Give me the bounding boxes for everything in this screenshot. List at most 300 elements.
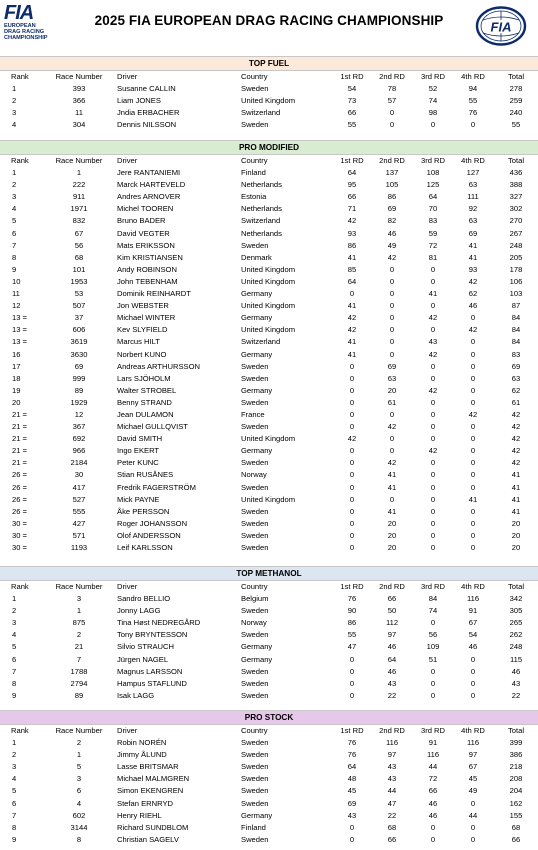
cell-rd1: 41: [347, 301, 357, 311]
cell-rd3: 0: [430, 373, 436, 383]
cell-race-number: 1193: [70, 543, 88, 552]
logo-subtitle-3: CHAMPIONSHIP: [4, 35, 48, 41]
cell-country: Germany: [241, 349, 273, 359]
page-title: 2025 FIA EUROPEAN DRAG RACING CHAMPIONSHIP: [94, 13, 444, 28]
cell-driver: Leif KARLSSON: [117, 543, 173, 552]
cell-rank: 2: [12, 96, 17, 106]
column-header-total: Total: [507, 156, 525, 165]
cell-rd2: 69: [387, 361, 397, 371]
cell-rd2: 20: [387, 518, 397, 528]
cell-rd3: 42: [428, 349, 438, 359]
cell-total: 155: [509, 810, 523, 820]
cell-total: 240: [509, 108, 523, 118]
cell-rd4: 0: [470, 666, 476, 676]
cell-driver: Mats ERIKSSON: [117, 240, 175, 250]
cell-race-number: 89: [74, 690, 84, 700]
cell-rd3: 0: [430, 666, 436, 676]
table-row: [0, 300, 538, 312]
cell-rd3: 44: [428, 762, 438, 772]
cell-country: Germany: [241, 289, 273, 299]
column-header-total: Total: [507, 72, 525, 81]
table-row: [0, 228, 538, 240]
table-row: [0, 83, 538, 95]
cell-rd4: 44: [468, 810, 478, 820]
cell-rd4: 0: [470, 678, 476, 688]
cell-rd2: 66: [387, 594, 397, 604]
cell-country: Sweden: [241, 518, 269, 528]
cell-rd2: 57: [387, 96, 397, 106]
cell-rd2: 42: [387, 458, 397, 468]
cell-rd2: 46: [387, 666, 397, 676]
table-row: [0, 240, 538, 252]
cell-rd3: 52: [428, 84, 438, 94]
cell-driver: Kev SLYFIELD: [117, 325, 168, 335]
cell-rd1: 0: [349, 666, 355, 676]
cell-rd4: 0: [470, 458, 476, 468]
cell-rd4: 54: [468, 630, 478, 640]
cell-rd1: 76: [347, 750, 357, 760]
table-row: [0, 421, 538, 433]
cell-total: 305: [509, 606, 523, 616]
column-header-rd4: 4th RD: [461, 582, 485, 591]
cell-rd3: 0: [430, 690, 436, 700]
cell-total: 115: [509, 654, 523, 664]
cell-race-number: 5: [76, 762, 82, 772]
cell-rd4: 0: [470, 120, 476, 130]
cell-total: 84: [511, 337, 521, 347]
cell-rd4: 67: [468, 762, 478, 772]
cell-rd2: 78: [387, 84, 397, 94]
cell-rd3: 0: [430, 543, 436, 552]
cell-race-number: 1971: [70, 204, 88, 214]
column-header-race-number: Race Number: [55, 726, 103, 735]
cell-rd2: 137: [385, 168, 399, 178]
cell-rd3: 0: [430, 301, 436, 311]
column-header-race-number: Race Number: [55, 582, 103, 591]
fia-globe-logo: [475, 6, 527, 46]
table-row: [0, 409, 538, 421]
column-header-rd4: 4th RD: [461, 726, 485, 735]
cell-rd3: 0: [430, 470, 436, 480]
cell-driver: Fredrik FAGERSTRÖM: [117, 482, 196, 492]
cell-race-number: 56: [74, 240, 84, 250]
table-row: [0, 179, 538, 191]
cell-total: 42: [511, 422, 521, 432]
column-header-country: Country: [241, 726, 268, 735]
cell-rank: 7: [12, 666, 17, 676]
cell-rd2: 44: [387, 786, 397, 796]
cell-country: Germany: [241, 385, 273, 395]
cell-race-number: 1: [76, 750, 82, 760]
cell-rd3: 0: [430, 518, 436, 528]
cell-rd3: 0: [430, 276, 436, 286]
cell-rank: 7: [12, 810, 17, 820]
cell-rank: 2: [12, 750, 17, 760]
column-header-rank: Rank: [11, 156, 29, 165]
cell-country: Sweden: [241, 630, 269, 640]
cell-total: 41: [511, 506, 521, 516]
cell-total: 162: [509, 798, 523, 808]
table-row: [0, 593, 538, 605]
cell-rank: 21 =: [12, 458, 27, 468]
cell-rd3: 42: [428, 313, 438, 323]
cell-rd3: 108: [426, 168, 440, 178]
cell-total: 62: [511, 385, 521, 395]
cell-rd1: 55: [347, 630, 357, 640]
cell-country: Sweden: [241, 606, 269, 616]
section-title: TOP METHANOL: [0, 566, 538, 581]
cell-rd1: 0: [349, 678, 355, 688]
cell-race-number: 11: [75, 108, 83, 118]
cell-rd1: 86: [347, 618, 357, 628]
cell-rd4: 41: [468, 494, 478, 504]
cell-total: 84: [511, 325, 521, 335]
cell-total: 270: [509, 216, 523, 226]
cell-country: Netherlands: [241, 204, 282, 214]
cell-race-number: 7: [76, 654, 82, 664]
cell-race-number: 417: [72, 482, 86, 492]
cell-rank: 9: [12, 690, 17, 700]
cell-rd4: 0: [470, 361, 476, 371]
cell-rd1: 0: [349, 446, 355, 456]
cell-rd2: 64: [387, 654, 397, 664]
table-row: [0, 654, 538, 666]
column-header-rd2: 2nd RD: [379, 726, 405, 735]
cell-rank: 21 =: [12, 422, 27, 432]
cell-total: 399: [509, 738, 523, 748]
table-row: [0, 312, 538, 324]
cell-race-number: 3: [76, 594, 82, 604]
cell-rd1: 42: [347, 325, 357, 335]
cell-total: 42: [511, 409, 521, 419]
cell-race-number: 2794: [70, 678, 88, 688]
cell-rd2: 41: [387, 506, 397, 516]
cell-rd2: 0: [389, 446, 395, 456]
cell-rank: 9: [12, 834, 17, 844]
cell-country: United Kingdom: [241, 325, 296, 335]
page-header: [0, 0, 538, 52]
cell-rank: 6: [12, 654, 17, 664]
cell-race-number: 3: [76, 774, 82, 784]
cell-rd1: 0: [349, 397, 355, 407]
cell-rd2: 0: [389, 264, 395, 274]
cell-race-number: 6: [76, 786, 82, 796]
cell-total: 248: [509, 240, 523, 250]
cell-rd3: 70: [428, 204, 438, 214]
cell-rd1: 85: [347, 264, 357, 274]
cell-total: 208: [509, 774, 523, 784]
cell-race-number: 555: [72, 506, 86, 516]
cell-rank: 3: [12, 618, 17, 628]
cell-rd3: 98: [428, 108, 438, 118]
column-header-rd4: 4th RD: [461, 72, 485, 81]
cell-rd2: 86: [387, 192, 397, 202]
cell-total: 55: [511, 120, 521, 130]
column-header-rd1: 1st RD: [340, 582, 364, 591]
cell-rank: 7: [12, 240, 17, 250]
cell-rank: 5: [12, 786, 17, 796]
cell-rd3: 64: [428, 192, 438, 202]
cell-driver: Hampus STAFLUND: [117, 678, 187, 688]
cell-driver: Silvio STRAUCH: [117, 642, 174, 652]
cell-country: Finland: [241, 168, 266, 178]
table-row: [0, 469, 538, 481]
cell-country: Sweden: [241, 750, 269, 760]
cell-rank: 26 =: [12, 506, 27, 516]
cell-race-number: 2184: [70, 458, 88, 468]
logo-subtitle-2: DRAG RACING: [4, 29, 45, 35]
cell-driver: Richard SUNDBLOM: [117, 822, 189, 832]
cell-country: Sweden: [241, 373, 269, 383]
cell-rank: 8: [12, 822, 17, 832]
cell-race-number: 3619: [70, 337, 88, 347]
cell-rd1: 93: [347, 228, 357, 238]
cell-race-number: 875: [72, 618, 86, 628]
table-row: [0, 95, 538, 107]
cell-rank: 26 =: [12, 494, 27, 504]
cell-race-number: 1788: [70, 666, 88, 676]
cell-rd2: 42: [387, 422, 397, 432]
cell-total: 248: [509, 642, 523, 652]
cell-rd4: 42: [468, 325, 478, 335]
cell-driver: Liam JONES: [117, 96, 161, 106]
column-header-rd2: 2nd RD: [379, 582, 405, 591]
cell-rd4: 46: [468, 301, 478, 311]
column-header-race-number: Race Number: [55, 156, 103, 165]
cell-rd4: 91: [468, 606, 478, 616]
cell-driver: Michael MALMGREN: [117, 774, 190, 784]
cell-race-number: 101: [72, 264, 86, 274]
cell-rank: 3: [12, 108, 17, 118]
cell-rd3: 0: [430, 361, 436, 371]
column-header-country: Country: [241, 582, 268, 591]
cell-race-number: 1953: [70, 276, 88, 286]
cell-rd2: 61: [387, 397, 397, 407]
cell-driver: Norbert KUNO: [117, 349, 167, 359]
cell-total: 20: [511, 518, 521, 528]
cell-rank: 30 =: [12, 543, 27, 552]
cell-rank: 1: [12, 84, 17, 94]
cell-rd4: 0: [470, 506, 476, 516]
cell-driver: David SMITH: [117, 434, 163, 444]
section-top-fuel: [0, 56, 538, 131]
column-header-rd1: 1st RD: [340, 156, 364, 165]
cell-total: 20: [511, 530, 521, 540]
cell-country: United Kingdom: [241, 494, 296, 504]
cell-rank: 12: [12, 301, 21, 311]
table-row: [0, 666, 538, 678]
table-row: [0, 761, 538, 773]
cell-rd3: 43: [428, 337, 438, 347]
logo-subtitle-1: EUROPEAN: [4, 23, 36, 29]
cell-rd4: 69: [468, 228, 478, 238]
table-row: [0, 349, 538, 361]
cell-total: 61: [511, 397, 521, 407]
table-row: [0, 397, 538, 409]
cell-rd4: 0: [470, 349, 476, 359]
cell-country: Sweden: [241, 361, 269, 371]
cell-rd2: 116: [385, 738, 399, 748]
cell-country: Netherlands: [241, 228, 282, 238]
cell-rd3: 41: [428, 289, 438, 299]
cell-country: Sweden: [241, 762, 269, 772]
cell-race-number: 3630: [70, 349, 88, 359]
table-row: [0, 834, 538, 846]
cell-race-number: 2: [76, 738, 82, 748]
cell-rd4: 62: [468, 289, 478, 299]
cell-rd4: 42: [468, 409, 478, 419]
cell-rd3: 72: [428, 774, 438, 784]
column-header-country: Country: [241, 156, 268, 165]
cell-rd1: 73: [347, 96, 357, 106]
cell-rd1: 42: [347, 313, 357, 323]
cell-rank: 4: [12, 630, 17, 640]
cell-driver: Tina Høst NEDREGÅRD: [117, 618, 201, 628]
cell-rd1: 0: [349, 385, 355, 395]
cell-rd4: 0: [470, 654, 476, 664]
cell-driver: Jndia ERBACHER: [117, 108, 180, 118]
table-row: [0, 107, 538, 119]
cell-rd4: 127: [466, 168, 480, 178]
cell-total: 218: [509, 762, 523, 772]
cell-rank: 9: [12, 264, 17, 274]
table-row: [0, 641, 538, 653]
cell-rd2: 112: [385, 618, 399, 628]
cell-rd1: 45: [347, 786, 357, 796]
cell-rd4: 92: [468, 204, 478, 214]
cell-rank: 8: [12, 252, 17, 262]
cell-rd2: 22: [387, 690, 397, 700]
cell-rd2: 22: [387, 810, 397, 820]
cell-rd3: 109: [426, 642, 440, 652]
cell-rd4: 55: [468, 96, 478, 106]
cell-rd2: 0: [389, 494, 395, 504]
cell-total: 41: [511, 482, 521, 492]
cell-rd3: 0: [430, 325, 436, 335]
cell-rd1: 64: [347, 762, 357, 772]
table-row: [0, 288, 538, 300]
cell-rd2: 105: [385, 180, 399, 190]
cell-race-number: 37: [74, 313, 84, 323]
cell-rd1: 66: [347, 192, 357, 202]
table-row: [0, 542, 538, 554]
cell-rd1: 64: [347, 168, 357, 178]
cell-race-number: 3144: [70, 822, 88, 832]
cell-rd3: 81: [428, 252, 438, 262]
cell-country: Switzerland: [241, 337, 281, 347]
table-row: [0, 203, 538, 215]
cell-rd4: 0: [470, 518, 476, 528]
cell-total: 265: [509, 618, 523, 628]
cell-country: Sweden: [241, 678, 269, 688]
column-header-rank: Rank: [11, 582, 29, 591]
cell-rd3: 0: [430, 494, 436, 504]
cell-driver: Magnus LARSSON: [117, 666, 183, 676]
table-row: [0, 530, 538, 542]
cell-rd1: 0: [349, 373, 355, 383]
cell-country: Sweden: [241, 690, 269, 700]
table-row: [0, 822, 538, 834]
cell-rd4: 0: [470, 337, 476, 347]
cell-rd3: 51: [428, 654, 438, 664]
table-row: [0, 445, 538, 457]
cell-driver: Dennis NILSSON: [117, 120, 177, 130]
cell-rd2: 0: [389, 289, 395, 299]
cell-rd4: 0: [470, 446, 476, 456]
cell-rank: 4: [12, 120, 17, 130]
cell-rd2: 66: [387, 834, 397, 844]
table-row: [0, 191, 538, 203]
cell-total: 83: [511, 349, 521, 359]
cell-total: 63: [511, 373, 521, 383]
cell-driver: Isak LAGG: [117, 690, 155, 700]
table-row: [0, 678, 538, 690]
cell-total: 68: [511, 822, 521, 832]
cell-race-number: 911: [72, 192, 86, 202]
cell-rd3: 91: [428, 738, 438, 748]
cell-country: Sweden: [241, 774, 269, 784]
cell-total: 87: [511, 301, 521, 311]
cell-country: Sweden: [241, 458, 269, 468]
cell-rd2: 46: [387, 228, 397, 238]
cell-rd2: 41: [387, 470, 397, 480]
column-header-rd4: 4th RD: [461, 156, 485, 165]
cell-driver: Kim KRISTIANSEN: [117, 252, 183, 262]
cell-country: Sweden: [241, 422, 269, 432]
cell-rd1: 76: [347, 738, 357, 748]
column-header-driver: Driver: [117, 582, 138, 591]
cell-rank: 4: [12, 774, 17, 784]
cell-driver: Christian SAGELV: [117, 834, 179, 844]
cell-rd2: 97: [387, 750, 397, 760]
cell-driver: Marcus HILT: [117, 337, 160, 347]
cell-country: Sweden: [241, 482, 269, 492]
cell-rd1: 42: [347, 434, 357, 444]
cell-country: United Kingdom: [241, 301, 296, 311]
cell-race-number: 21: [74, 642, 84, 652]
cell-rank: 5: [12, 642, 17, 652]
cell-rd1: 43: [347, 810, 357, 820]
cell-rank: 1: [12, 168, 17, 178]
cell-country: Estonia: [241, 192, 267, 202]
cell-rank: 21 =: [12, 409, 27, 419]
cell-country: Belgium: [241, 594, 269, 604]
column-header-row: [0, 71, 538, 83]
cell-total: 46: [511, 666, 521, 676]
cell-total: 43: [511, 678, 521, 688]
cell-rank: 30 =: [12, 518, 27, 528]
cell-country: Finland: [241, 822, 266, 832]
cell-country: Germany: [241, 642, 273, 652]
cell-rd1: 0: [349, 834, 355, 844]
table-row: [0, 518, 538, 530]
section-title: PRO MODIFIED: [0, 140, 538, 155]
section-title: PRO STOCK: [0, 710, 538, 725]
cell-driver: Andres ARNOVER: [117, 192, 181, 202]
cell-rank: 21 =: [12, 434, 27, 444]
cell-rd1: 0: [349, 690, 355, 700]
cell-race-number: 602: [72, 810, 86, 820]
cell-country: Sweden: [241, 397, 269, 407]
cell-country: Germany: [241, 446, 273, 456]
cell-rank: 16: [12, 349, 21, 359]
cell-rd1: 55: [347, 120, 357, 130]
cell-country: Denmark: [241, 252, 272, 262]
cell-race-number: 1: [76, 168, 82, 178]
cell-total: 84: [511, 313, 521, 323]
cell-total: 106: [509, 276, 523, 286]
cell-rd4: 0: [470, 434, 476, 444]
